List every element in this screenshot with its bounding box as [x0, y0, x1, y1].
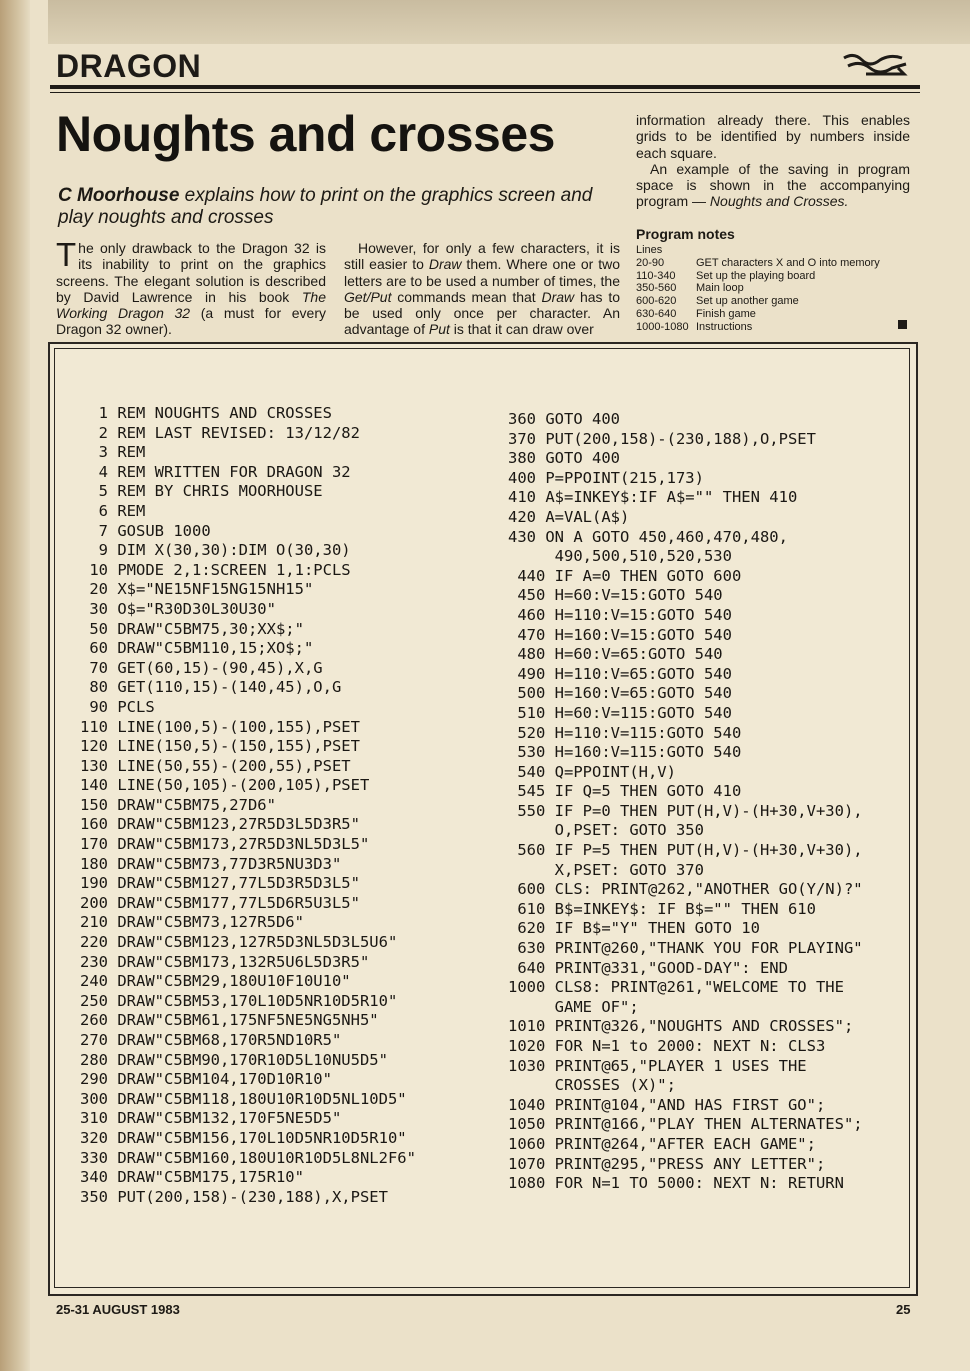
- basic-code-line: 640 PRINT@331,"GOOD-DAY": END: [508, 958, 788, 977]
- basic-code-line: 80 GET(110,15)-(140,45),O,G: [80, 678, 342, 697]
- computer-brand-logo-icon: [840, 50, 912, 80]
- basic-code-line: 270 DRAW"C5BM68,170R5ND10R5": [80, 1031, 342, 1049]
- basic-code-line: 150 DRAW"C5BM75,27D6": [80, 795, 276, 814]
- basic-code-line: 600 CLS: PRINT@262,"ANOTHER GO(Y/N)?": [508, 880, 863, 899]
- body-text: he only drawback to the Dragon 32 is its inability to print on the graphics screens. The elegant solution is described by David Lawrence in his book: [56, 240, 326, 305]
- body-text: has to be used only once per character. An advantage of: [344, 288, 620, 338]
- page-number: 25: [896, 1302, 911, 1317]
- basic-code-line: 420 A=VAL(A$): [508, 507, 630, 526]
- basic-code-line: X,PSET: GOTO 370: [508, 860, 704, 879]
- basic-code-line: 5 REM BY CHRIS MOORHOUSE: [80, 482, 323, 501]
- basic-code-line: 520 H=110:V=115:GOTO 540: [508, 723, 742, 742]
- basic-code-line: 180 DRAW"C5BM73,77D3R5NU3D3": [80, 854, 342, 873]
- program-notes-lines: 1000-1080: [636, 320, 689, 333]
- command-name: Get/Put: [344, 288, 392, 305]
- basic-code-line: 170 DRAW"C5BM173,27R5D3NL5D3L5": [80, 835, 370, 854]
- basic-code-line: 440 IF A=0 THEN GOTO 600: [508, 566, 742, 585]
- basic-code-line: 430 ON A GOTO 450,460,470,480,: [508, 527, 788, 546]
- basic-code-line: 330 DRAW"C5BM160,180U10R10D5L8NL2F6": [80, 1148, 416, 1167]
- program-notes-lines: 110-340: [636, 269, 676, 282]
- basic-code-line: 4 REM WRITTEN FOR DRAGON 32: [80, 462, 351, 481]
- basic-code-line: 1 REM NOUGHTS AND CROSSES: [80, 404, 332, 422]
- standfirst: [58, 185, 618, 229]
- basic-code-line: 380 GOTO 400: [508, 449, 620, 468]
- basic-code-line: 60 DRAW"C5BM110,15;XO$;": [80, 639, 314, 658]
- section-label: DRAGON: [56, 48, 202, 84]
- program-notes-table: [636, 244, 908, 334]
- basic-code-line: 1000 CLS8: PRINT@261,"WELCOME TO THE: [508, 978, 844, 997]
- program-notes-lines: 350-560: [636, 282, 677, 295]
- body-text: An example of the saving in program space is shown in the accompanying program —: [636, 160, 910, 210]
- program-title: Noughts and Crosses.: [709, 193, 849, 210]
- basic-code-line: 10 PMODE 2,1:SCREEN 1,1:PCLS: [80, 560, 351, 579]
- command-name: Draw: [541, 288, 575, 305]
- basic-code-line: 550 IF P=0 THEN PUT(H,V)-(H+30,V+30),: [508, 801, 863, 820]
- basic-code-line: 90 PCLS: [80, 697, 155, 716]
- basic-code-line: 410 A$=INKEY$:IF A$="" THEN 410: [508, 488, 798, 507]
- basic-code-line: O,PSET: GOTO 350: [508, 821, 704, 840]
- program-notes-row: [636, 270, 908, 283]
- program-notes-row: [636, 282, 908, 295]
- basic-code-line: 6 REM: [80, 501, 146, 520]
- basic-code-line: 1020 FOR N=1 to 2000: NEXT N: CLS3: [508, 1037, 826, 1055]
- basic-code-line: 490,500,510,520,530: [508, 547, 732, 566]
- basic-code-line: 610 B$=INKEY$: IF B$="" THEN 610: [508, 899, 816, 918]
- basic-code-line: 510 H=60:V=115:GOTO 540: [508, 703, 732, 722]
- basic-code-line: 480 H=60:V=65:GOTO 540: [508, 645, 723, 664]
- basic-code-line: 470 H=160:V=15:GOTO 540: [508, 625, 732, 644]
- basic-code-line: 1040 PRINT@104,"AND HAS FIRST GO";: [508, 1095, 826, 1114]
- program-notes-description: GET characters X and O into memory: [696, 256, 880, 269]
- author-name: C Moorhouse: [58, 185, 180, 206]
- basic-code-line: 3 REM: [80, 443, 146, 462]
- basic-code-line: 490 H=110:V=65:GOTO 540: [508, 664, 732, 683]
- basic-code-line: 340 DRAW"C5BM175,175R10": [80, 1168, 304, 1187]
- standfirst-text: explains how to print on the graphics screen and play noughts and crosses: [58, 185, 593, 228]
- issue-date: 25-31 AUGUST 1983: [56, 1302, 180, 1317]
- basic-code-line: 140 LINE(50,105)-(200,105),PSET: [80, 776, 370, 795]
- program-notes-description: Finish game: [696, 307, 756, 320]
- basic-code-line: 545 IF Q=5 THEN GOTO 410: [508, 782, 742, 801]
- drop-cap: T: [56, 236, 77, 273]
- body-text: However, for only a few characters, it is still easier to: [344, 240, 620, 273]
- program-notes-description: Set up another game: [696, 295, 799, 308]
- basic-code-line: 460 H=110:V=15:GOTO 540: [508, 605, 732, 624]
- body-text: commands mean that: [391, 288, 542, 305]
- basic-code-line: CROSSES (X)";: [508, 1076, 676, 1095]
- basic-code-line: 370 PUT(200,158)-(230,188),O,PSET: [508, 429, 816, 448]
- basic-code-line: 220 DRAW"C5BM123,127R5D3NL5D3L5U6": [80, 933, 398, 952]
- basic-code-line: 2 REM LAST REVISED: 13/12/82: [80, 423, 360, 442]
- program-notes-lines: 20-90: [636, 256, 665, 269]
- program-notes-lines: 630-640: [636, 307, 677, 320]
- basic-code-line: 240 DRAW"C5BM29,180U10F10U10": [80, 972, 351, 991]
- body-text: them. Where one or two letters are to be used a number of times, the: [344, 256, 620, 289]
- basic-code-line: 310 DRAW"C5BM132,170F5NE5D5": [80, 1109, 342, 1128]
- basic-code-line: 540 Q=PPOINT(H,V): [508, 762, 676, 781]
- body-column-2: [344, 240, 620, 338]
- program-notes-lines: 600-620: [636, 295, 677, 308]
- basic-code-line: 500 H=160:V=65:GOTO 540: [508, 684, 732, 703]
- basic-code-line: 620 IF B$="Y" THEN GOTO 10: [508, 919, 760, 938]
- basic-code-line: 530 H=160:V=115:GOTO 540: [508, 743, 742, 762]
- basic-code-line: 1060 PRINT@264,"AFTER EACH GAME";: [508, 1134, 816, 1153]
- basic-code-line: 320 DRAW"C5BM156,170L10D5NR10D5R10": [80, 1128, 407, 1147]
- end-of-article-mark: [898, 320, 907, 329]
- article-title: Noughts and crosses: [56, 106, 555, 162]
- basic-code-line: 630 PRINT@260,"THANK YOU FOR PLAYING": [508, 939, 863, 958]
- basic-code-line: 450 H=60:V=15:GOTO 540: [508, 586, 723, 605]
- basic-code-line: 200 DRAW"C5BM177,77L5D6R5U3L5": [80, 893, 360, 912]
- program-notes-row: [636, 308, 908, 321]
- body-paragraph: [636, 161, 910, 210]
- basic-code-line: 360 GOTO 400: [508, 410, 620, 428]
- basic-code-line: GAME OF";: [508, 997, 639, 1016]
- program-listing-left-column: [80, 404, 416, 1207]
- basic-code-line: 30 O$="R30D30L30U30": [80, 599, 276, 618]
- basic-code-line: 120 LINE(150,5)-(150,155),PSET: [80, 737, 360, 756]
- basic-code-line: 1030 PRINT@65,"PLAYER 1 USES THE: [508, 1056, 807, 1075]
- basic-code-line: 350 PUT(200,158)-(230,188),X,PSET: [80, 1187, 388, 1206]
- basic-code-line: 1010 PRINT@326,"NOUGHTS AND CROSSES";: [508, 1017, 854, 1036]
- page-gutter: [0, 0, 30, 1371]
- basic-code-line: 210 DRAW"C5BM73,127R5D6": [80, 913, 304, 932]
- body-column-3: [636, 112, 910, 210]
- program-notes-heading: Program notes: [636, 226, 735, 242]
- command-name: Put: [428, 321, 450, 338]
- program-notes-description: Main loop: [696, 282, 744, 295]
- header-rule: [50, 85, 920, 89]
- basic-code-line: 110 LINE(100,5)-(100,155),PSET: [80, 717, 360, 736]
- body-paragraph: information already there. This enables grids to be identified by numbers inside each square.: [636, 112, 910, 161]
- basic-code-line: 280 DRAW"C5BM90,170R10D5L10NU5D5": [80, 1050, 388, 1069]
- body-column-1: [56, 236, 326, 338]
- program-notes-row: [636, 321, 908, 334]
- program-notes-description: Set up the playing board: [696, 269, 816, 282]
- lines-column-header: Lines: [636, 244, 663, 256]
- program-listing-right-column: [508, 410, 863, 1194]
- basic-code-line: 400 P=PPOINT(215,173): [508, 468, 704, 487]
- basic-code-line: 9 DIM X(30,30):DIM O(30,30): [80, 541, 351, 560]
- header-rule-thin: [50, 92, 920, 93]
- program-notes-row: [636, 295, 908, 308]
- book-title: The Working Dragon 32: [56, 288, 326, 322]
- program-notes-row: [636, 257, 908, 270]
- basic-code-line: 560 IF P=5 THEN PUT(H,V)-(H+30,V+30),: [508, 841, 863, 860]
- basic-code-line: 50 DRAW"C5BM75,30;XX$;": [80, 619, 304, 638]
- basic-code-line: 1080 FOR N=1 TO 5000: NEXT N: RETURN: [508, 1174, 844, 1193]
- basic-code-line: 260 DRAW"C5BM61,175NF5NE5NG5NH5": [80, 1011, 379, 1030]
- basic-code-line: 7 GOSUB 1000: [80, 521, 211, 540]
- command-name: Draw: [428, 256, 462, 273]
- basic-code-line: 20 X$="NE15NF15NG15NH15": [80, 580, 314, 599]
- basic-code-line: 160 DRAW"C5BM123,27R5D3L5D3R5": [80, 815, 360, 834]
- body-text: (a must for every Dragon 32 owner).: [56, 305, 326, 338]
- header-band: [48, 0, 970, 44]
- basic-code-line: 130 LINE(50,55)-(200,55),PSET: [80, 756, 351, 775]
- basic-code-line: 1050 PRINT@166,"PLAY THEN ALTERNATES";: [508, 1115, 863, 1134]
- body-text: is that it can draw over: [449, 321, 594, 338]
- basic-code-line: 190 DRAW"C5BM127,77L5D3R5D3L5": [80, 874, 360, 893]
- basic-code-line: 290 DRAW"C5BM104,170D10R10": [80, 1070, 332, 1089]
- basic-code-line: 300 DRAW"C5BM118,180U10R10D5NL10D5": [80, 1089, 407, 1108]
- basic-code-line: 1070 PRINT@295,"PRESS ANY LETTER";: [508, 1154, 826, 1173]
- basic-code-line: 230 DRAW"C5BM173,132R5U6L5D3R5": [80, 952, 370, 971]
- program-notes-header-row: [636, 244, 908, 257]
- basic-code-line: 250 DRAW"C5BM53,170L10D5NR10D5R10": [80, 991, 398, 1010]
- program-notes-description: Instructions: [696, 320, 753, 333]
- basic-code-line: 70 GET(60,15)-(90,45),X,G: [80, 658, 323, 677]
